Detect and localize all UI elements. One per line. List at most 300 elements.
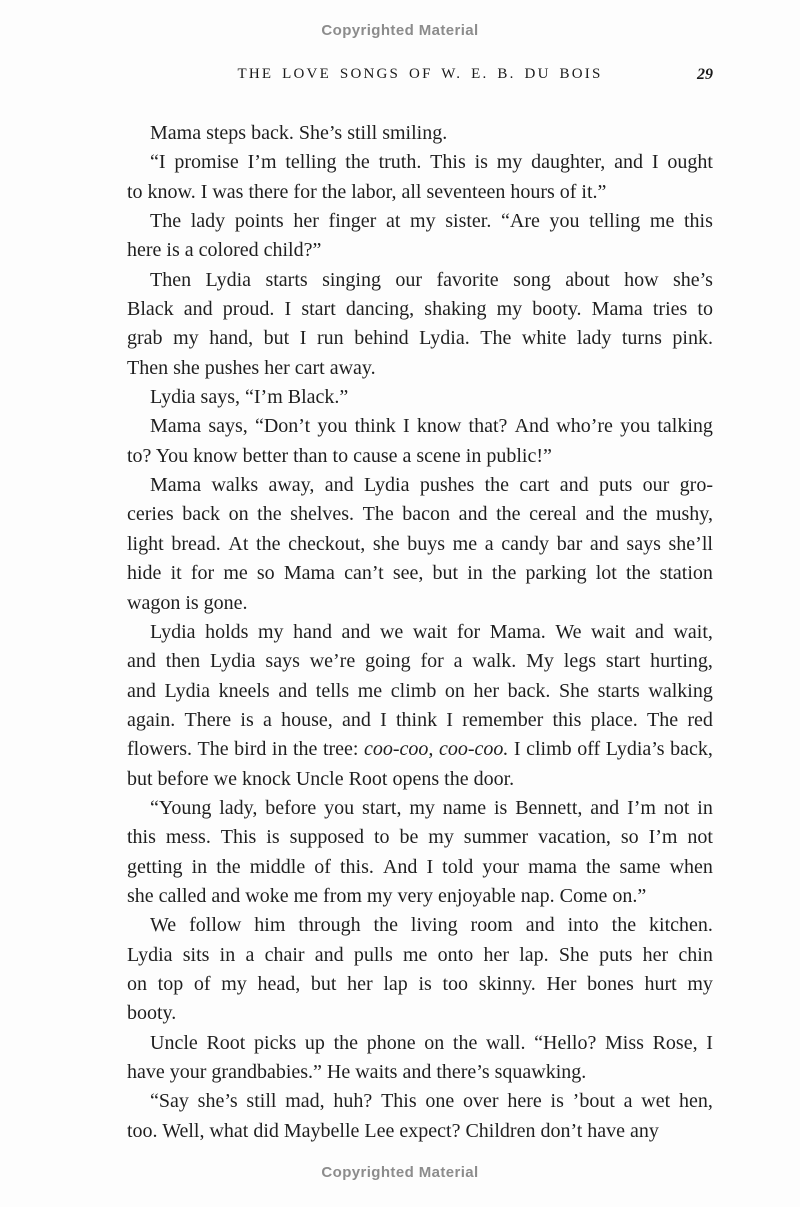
word: to (373, 826, 390, 849)
word: for (190, 562, 215, 585)
word: and (278, 679, 308, 702)
word: this (552, 708, 582, 731)
text-line: she called and woke me from my very enjoyable nap. Come on.” (127, 884, 647, 907)
text-line (127, 1087, 713, 1116)
word: lady, (219, 796, 258, 819)
word: I (651, 151, 659, 174)
text-line (127, 706, 713, 735)
word: for (420, 650, 444, 673)
word: “Young (150, 796, 212, 819)
word: she’ll (668, 532, 713, 555)
text-line (127, 1029, 713, 1058)
word: of (314, 855, 331, 878)
body-text (127, 119, 713, 1146)
word: back (182, 503, 220, 526)
word: hen, (678, 1090, 713, 1113)
word: telling (285, 151, 337, 174)
word: living (410, 914, 458, 937)
word: the (585, 855, 611, 878)
word: see, (392, 562, 424, 585)
text-line: but before we knock Uncle Root opens the door. (127, 767, 515, 790)
word: “Hello? (534, 1031, 597, 1054)
word: The (197, 738, 229, 761)
word: follow (189, 914, 242, 937)
word: I (284, 298, 292, 321)
text-line (127, 647, 713, 676)
word: hand (293, 620, 332, 643)
word: parking (525, 562, 587, 585)
word: says (265, 650, 300, 673)
text-line: to know. I was there for the labor, all seventeen hours of it.” (127, 180, 607, 203)
word: The (362, 503, 394, 526)
text-line: too. Well, what did Maybelle Lee expect? Children don’t have any (127, 1119, 659, 1142)
word: the (496, 503, 521, 526)
word: I (513, 738, 521, 761)
word: the (216, 855, 241, 878)
word: bird (234, 738, 267, 761)
word: walk. (472, 650, 517, 673)
word: for (456, 620, 481, 643)
word: Lydia. (419, 327, 470, 350)
word: Lydia (363, 474, 410, 497)
word: shelves. (290, 503, 355, 526)
word: grab (127, 327, 163, 350)
word: my (496, 151, 523, 174)
word: her (347, 972, 373, 995)
word: then (165, 650, 201, 673)
word: tree: (322, 738, 359, 761)
word: bones (587, 972, 634, 995)
word: red (687, 708, 713, 731)
word: Mama (591, 298, 643, 321)
word: Then (150, 268, 192, 291)
word: and (127, 650, 156, 673)
word: the (622, 503, 648, 526)
word: is (266, 826, 280, 849)
word: And (382, 855, 418, 878)
word: the (257, 503, 282, 526)
word: and (590, 796, 620, 819)
text-line (127, 941, 713, 970)
word: a (453, 650, 463, 673)
word: of (193, 972, 211, 995)
word: and (314, 943, 344, 966)
word: booty. (532, 298, 582, 321)
word: wait (591, 620, 626, 643)
text-line (127, 500, 713, 529)
word: to (697, 298, 713, 321)
word: And (514, 415, 550, 438)
word: sister. (445, 210, 492, 233)
word: we’re (309, 650, 356, 673)
word: her (293, 210, 319, 233)
word: I’m (648, 826, 678, 849)
word: kitchen. (649, 914, 713, 937)
word: her (483, 943, 509, 966)
word: a (262, 708, 272, 731)
word: know (416, 415, 462, 438)
word: bar (556, 532, 583, 555)
word: wait (412, 620, 448, 643)
word: is (493, 796, 508, 819)
word: too (442, 972, 469, 995)
word: promise (174, 151, 239, 174)
word: truth. (378, 151, 422, 174)
word: climb (526, 738, 572, 761)
word: hurt (644, 972, 677, 995)
word: Lydia (210, 650, 256, 673)
word: over (463, 1090, 499, 1113)
word: starts (265, 268, 308, 291)
word: and (183, 298, 213, 321)
text-line: Mama steps back. She’s still smiling. (150, 122, 448, 144)
text-line (127, 471, 713, 500)
copyright-notice-bottom: Copyrighted Material (321, 1164, 479, 1181)
word: how (624, 268, 659, 291)
word: starts (597, 679, 640, 702)
word: mama (528, 855, 577, 878)
word: cart (519, 474, 550, 497)
word: hand, (209, 327, 254, 350)
word: you (324, 796, 355, 819)
word: away, (268, 474, 315, 497)
word: Lydia’s (605, 738, 665, 761)
word: We (150, 914, 177, 937)
word: mess. (165, 826, 211, 849)
word: “Say (150, 1090, 189, 1113)
word: picks (254, 1031, 297, 1054)
text-line (127, 853, 713, 882)
word: chin (678, 943, 713, 966)
word: is (550, 1090, 564, 1113)
word: and (559, 474, 589, 497)
word: holds (205, 620, 249, 643)
word: think (354, 415, 396, 438)
text-line (127, 324, 713, 353)
word: is (418, 972, 432, 995)
word: vacation, (538, 826, 611, 849)
text-line (127, 295, 713, 324)
word: that? (468, 415, 508, 438)
word: The (480, 327, 512, 350)
word: ’bout (572, 1090, 615, 1113)
word: is (240, 708, 254, 731)
word: Black (127, 298, 174, 321)
word: and (341, 620, 371, 643)
word: not (663, 796, 690, 819)
word: Bennett, (515, 796, 583, 819)
word: turns (621, 327, 662, 350)
text-line (127, 559, 713, 588)
word: walking (648, 679, 713, 702)
word: mushy, (655, 503, 713, 526)
word: wet (641, 1090, 671, 1113)
word: up (304, 1031, 325, 1054)
word: shaking (424, 298, 487, 321)
word: the (345, 151, 370, 174)
word: favorite (436, 268, 499, 291)
word: proud. (222, 298, 275, 321)
word: dancing, (345, 298, 415, 321)
word: telling (589, 210, 641, 233)
word: me (403, 943, 428, 966)
text-line (127, 911, 713, 940)
word: when (669, 855, 713, 878)
word: Mama (283, 562, 335, 585)
word: remember (462, 708, 544, 731)
word: she’s (197, 1090, 238, 1113)
word: my (409, 796, 435, 819)
word: my (428, 826, 454, 849)
word: think (395, 708, 438, 731)
word: my (687, 972, 713, 995)
word: bacon (402, 503, 451, 526)
text-line: Lydia says, “I’m Black.” (150, 386, 349, 409)
word: can’t (344, 562, 384, 585)
word: who’re (556, 415, 613, 438)
text-line: Then she pushes her cart away. (127, 356, 376, 379)
word: not (687, 826, 713, 849)
word: in (219, 943, 236, 966)
word: “I (150, 151, 166, 174)
word: daughter, (531, 151, 606, 174)
word: you (620, 415, 651, 438)
word: Rose, (652, 1031, 698, 1054)
word: summer (463, 826, 529, 849)
word: the (625, 562, 651, 585)
word: the (373, 914, 398, 937)
word: the (452, 1031, 478, 1054)
word: our (642, 474, 670, 497)
text-line (127, 148, 713, 177)
word: finger (328, 210, 377, 233)
word: I’m (247, 151, 277, 174)
word: her (642, 943, 669, 966)
text-line (127, 207, 713, 236)
text-line (127, 794, 713, 823)
word: back. (507, 679, 551, 702)
word: a (245, 943, 255, 966)
word: Uncle (150, 1031, 198, 1054)
word: but (263, 327, 290, 350)
word: in (271, 738, 288, 761)
text-line (127, 735, 713, 764)
text-line: have your grandbabies.” He waits and there’s squawking. (127, 1061, 587, 1083)
word: coo-coo, (364, 738, 434, 761)
word: I (380, 708, 387, 731)
word: lap. (519, 943, 549, 966)
word: the (484, 474, 510, 497)
word: and (458, 503, 488, 526)
word: on (127, 972, 147, 995)
word: climb (390, 679, 437, 702)
word: before (265, 796, 317, 819)
word: me (452, 532, 478, 555)
word: I (402, 415, 410, 438)
word: me (649, 210, 675, 233)
word: getting (127, 855, 183, 878)
word: She (559, 679, 589, 702)
word: cereal (529, 503, 577, 526)
word: onto (437, 943, 474, 966)
word: Lydia (205, 268, 252, 291)
word: wall. (486, 1031, 526, 1054)
word: start, (362, 796, 402, 819)
word: lady (190, 210, 226, 233)
word: a (484, 532, 494, 555)
word: and (614, 151, 644, 174)
word: about (565, 268, 610, 291)
word: Mama (150, 415, 202, 438)
word: back, (670, 738, 713, 761)
word: same (619, 855, 661, 878)
word: sits (182, 943, 210, 966)
word: in (467, 562, 483, 585)
word: so (620, 826, 639, 849)
word: top (157, 972, 184, 995)
text-line (127, 530, 713, 559)
text-line (127, 266, 713, 295)
word: this. (340, 855, 374, 878)
word: puts (598, 474, 633, 497)
text-line: booty. (127, 1002, 177, 1025)
text-line (127, 970, 713, 999)
word: behind (354, 327, 409, 350)
word: “Don’t (254, 415, 311, 438)
word: through (298, 914, 361, 937)
word: him (254, 914, 286, 937)
word: I (299, 327, 307, 350)
word: I (446, 708, 453, 731)
word: Miss (605, 1031, 644, 1054)
running-head (127, 66, 713, 86)
word: in (697, 796, 713, 819)
word: this (127, 826, 156, 849)
word: my (221, 972, 247, 995)
word: on (228, 503, 249, 526)
word: hurting, (650, 650, 713, 673)
word: mad, (285, 1090, 325, 1113)
word: name (442, 796, 487, 819)
copyright-notice-top: Copyrighted Material (321, 22, 479, 39)
word: skinny. (478, 972, 536, 995)
word: we (379, 620, 404, 643)
word: she (372, 532, 400, 555)
word: light (127, 532, 164, 555)
word: My (526, 650, 554, 673)
word: in (191, 855, 208, 878)
word: huh? (333, 1090, 373, 1113)
word: a (623, 1090, 633, 1113)
word: tries (652, 298, 688, 321)
word: ought (667, 151, 713, 174)
word: be (399, 826, 419, 849)
word: Her (546, 972, 577, 995)
word: at (385, 210, 401, 233)
word: She (558, 943, 589, 966)
word: white (521, 327, 567, 350)
word: candy (501, 532, 550, 555)
word: this (683, 210, 713, 233)
word: the (611, 914, 637, 937)
word: the (256, 532, 281, 555)
word: and (341, 708, 371, 731)
text-line (127, 677, 713, 706)
word: Lydia (127, 943, 173, 966)
word: on (424, 1031, 445, 1054)
word: legs (563, 650, 596, 673)
word: Mama (150, 474, 202, 497)
text-line (127, 823, 713, 852)
word: Lydia (164, 679, 211, 702)
word: This (430, 151, 466, 174)
word: chair (264, 943, 305, 966)
word: pink. (672, 327, 713, 350)
word: coo-coo. (438, 738, 509, 761)
word: This (220, 826, 257, 849)
word: still (246, 1090, 277, 1113)
word: lap (383, 972, 408, 995)
word: me (357, 679, 383, 702)
word: checkout, (288, 532, 366, 555)
word: Mama. (489, 620, 546, 643)
word: our (395, 268, 423, 291)
word: middle (249, 855, 306, 878)
word: At (228, 532, 249, 555)
book-title: THE LOVE SONGS OF W. E. B. DU BOIS (237, 66, 603, 82)
word: bread. (171, 532, 221, 555)
word: Root (206, 1031, 246, 1054)
word: and (324, 474, 354, 497)
word: wait, (673, 620, 713, 643)
word: going (365, 650, 411, 673)
text-line: here is a colored child?” (127, 239, 322, 262)
word: start (605, 650, 641, 673)
word: song (513, 268, 551, 291)
word: me (223, 562, 248, 585)
word: walks (211, 474, 259, 497)
word: The (647, 708, 679, 731)
word: supposed (289, 826, 365, 849)
word: on (444, 679, 465, 702)
word: gro- (679, 474, 713, 497)
word: pushes (419, 474, 475, 497)
word: I (426, 855, 434, 878)
word: her (473, 679, 500, 702)
word: singing (322, 268, 381, 291)
word: pulls (353, 943, 393, 966)
page-number: 29 (697, 66, 713, 83)
word: but (432, 562, 459, 585)
word: I (706, 1031, 713, 1054)
word: points (234, 210, 284, 233)
word: and (585, 503, 615, 526)
word: the (333, 1031, 359, 1054)
word: it (170, 562, 182, 585)
word: says (626, 532, 661, 555)
word: told (442, 855, 474, 878)
word: I’m (627, 796, 656, 819)
word: the (292, 738, 318, 761)
word: hide (127, 562, 162, 585)
word: your (482, 855, 520, 878)
word: my (257, 620, 284, 643)
word: buys (407, 532, 446, 555)
word: station (659, 562, 713, 585)
word: place. (590, 708, 638, 731)
word: my (173, 327, 199, 350)
word: she’s (672, 268, 713, 291)
